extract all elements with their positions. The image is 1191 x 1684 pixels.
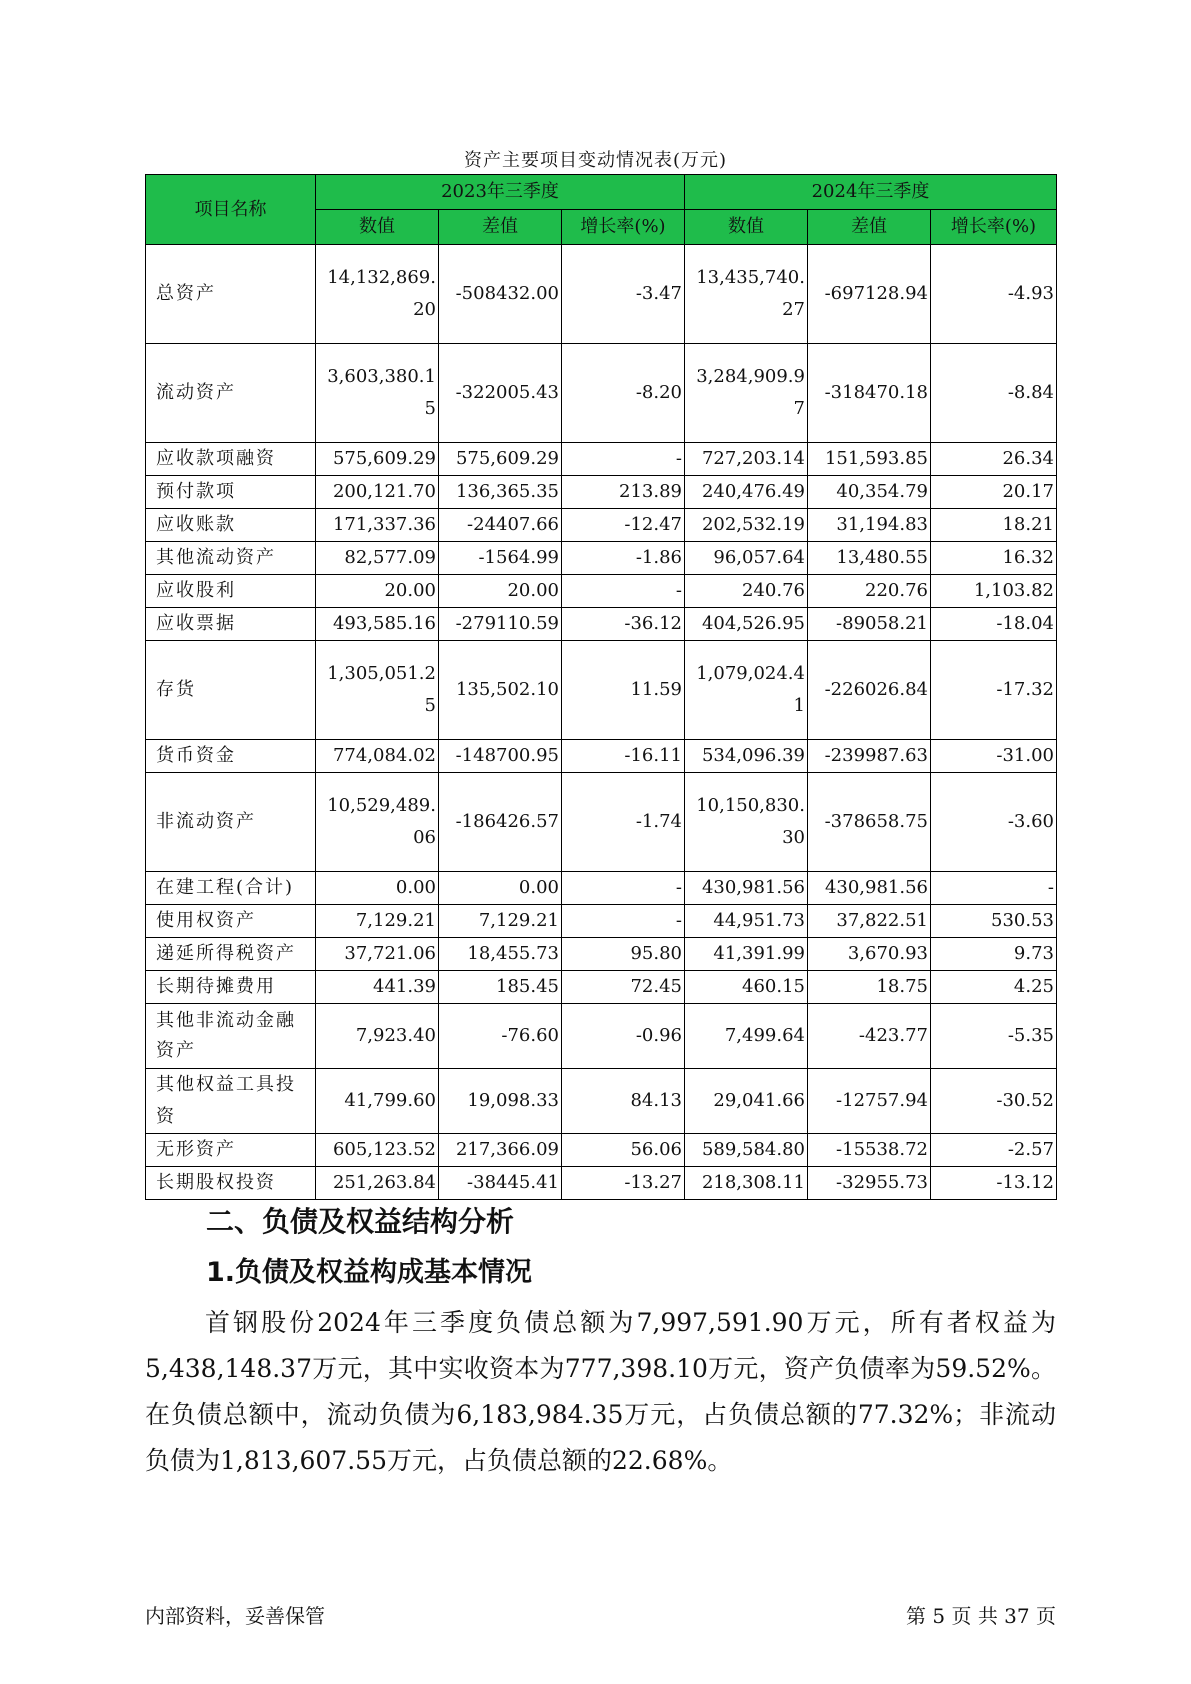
table-row: [146, 1134, 1057, 1167]
table-row: [146, 344, 1057, 443]
header-period-2023: 2023年三季度: [316, 175, 685, 210]
cell-diff-2023: 217,366.09: [439, 1134, 562, 1167]
cell-growth-2024: -13.12: [931, 1167, 1057, 1200]
row-item-name: 在建工程(合计): [146, 872, 316, 905]
cell-growth-2023: -16.11: [562, 740, 685, 773]
table-row: [146, 1069, 1057, 1134]
cell-growth-2023: -3.47: [562, 245, 685, 344]
table-row: [146, 542, 1057, 575]
cell-value-2024: 589,584.80: [685, 1134, 808, 1167]
cell-diff-2023: -1564.99: [439, 542, 562, 575]
cell-diff-2023: -279110.59: [439, 608, 562, 641]
header-growth-2023: 增长率(%): [562, 210, 685, 245]
cell-diff-2023: -24407.66: [439, 509, 562, 542]
asset-change-table: [145, 174, 1057, 1200]
cell-diff-2024: -32955.73: [808, 1167, 931, 1200]
row-item-name: 流动资产: [146, 344, 316, 443]
table-caption: 资产主要项目变动情况表(万元): [463, 150, 728, 171]
row-item-name: 长期股权投资: [146, 1167, 316, 1200]
row-item-name: 应收账款: [146, 509, 316, 542]
cell-value-2023: 37,721.06: [316, 938, 439, 971]
cell-growth-2024: 20.17: [931, 476, 1057, 509]
cell-diff-2023: 135,502.10: [439, 641, 562, 740]
cell-growth-2023: -: [562, 905, 685, 938]
header-value-2024: 数值: [685, 210, 808, 245]
cell-value-2024: 430,981.56: [685, 872, 808, 905]
cell-growth-2024: 530.53: [931, 905, 1057, 938]
cell-diff-2023: 575,609.29: [439, 443, 562, 476]
cell-diff-2023: 19,098.33: [439, 1069, 562, 1134]
cell-diff-2024: -423.77: [808, 1004, 931, 1069]
cell-growth-2023: -0.96: [562, 1004, 685, 1069]
cell-growth-2024: 18.21: [931, 509, 1057, 542]
cell-value-2023: 82,577.09: [316, 542, 439, 575]
header-diff-2023: 差值: [439, 210, 562, 245]
cell-diff-2024: -239987.63: [808, 740, 931, 773]
cell-growth-2023: -: [562, 443, 685, 476]
row-item-name: 其他权益工具投资: [146, 1069, 316, 1134]
cell-growth-2023: 213.89: [562, 476, 685, 509]
cell-diff-2024: 151,593.85: [808, 443, 931, 476]
row-item-name: 货币资金: [146, 740, 316, 773]
cell-value-2023: 774,084.02: [316, 740, 439, 773]
cell-value-2023: 493,585.16: [316, 608, 439, 641]
cell-value-2024: 10,150,830.30: [685, 773, 808, 872]
cell-diff-2024: -378658.75: [808, 773, 931, 872]
row-item-name: 存货: [146, 641, 316, 740]
row-item-name: 应收票据: [146, 608, 316, 641]
cell-diff-2024: -226026.84: [808, 641, 931, 740]
cell-growth-2024: -: [931, 872, 1057, 905]
cell-diff-2023: 136,365.35: [439, 476, 562, 509]
cell-growth-2023: -13.27: [562, 1167, 685, 1200]
cell-growth-2024: -17.32: [931, 641, 1057, 740]
cell-diff-2024: 3,670.93: [808, 938, 931, 971]
cell-diff-2024: -89058.21: [808, 608, 931, 641]
cell-diff-2024: 430,981.56: [808, 872, 931, 905]
cell-value-2024: 41,391.99: [685, 938, 808, 971]
row-item-name: 总资产: [146, 245, 316, 344]
cell-value-2023: 605,123.52: [316, 1134, 439, 1167]
cell-growth-2024: 4.25: [931, 971, 1057, 1004]
table-row: [146, 245, 1057, 344]
cell-value-2024: 404,526.95: [685, 608, 808, 641]
footer-page-number: 第 5 页 共 37 页: [906, 1604, 1056, 1628]
table-row: [146, 1167, 1057, 1200]
table-row: [146, 938, 1057, 971]
row-item-name: 无形资产: [146, 1134, 316, 1167]
row-item-name: 应收股利: [146, 575, 316, 608]
cell-value-2024: 44,951.73: [685, 905, 808, 938]
cell-value-2024: 202,532.19: [685, 509, 808, 542]
header-period-2024: 2024年三季度: [685, 175, 1057, 210]
cell-growth-2023: -12.47: [562, 509, 685, 542]
cell-value-2023: 3,603,380.15: [316, 344, 439, 443]
cell-growth-2023: -: [562, 575, 685, 608]
cell-value-2024: 534,096.39: [685, 740, 808, 773]
cell-diff-2024: 18.75: [808, 971, 931, 1004]
cell-growth-2024: -2.57: [931, 1134, 1057, 1167]
cell-diff-2024: 13,480.55: [808, 542, 931, 575]
cell-value-2023: 171,337.36: [316, 509, 439, 542]
cell-diff-2023: -76.60: [439, 1004, 562, 1069]
cell-diff-2023: -322005.43: [439, 344, 562, 443]
cell-value-2023: 0.00: [316, 872, 439, 905]
cell-value-2023: 441.39: [316, 971, 439, 1004]
cell-diff-2023: 0.00: [439, 872, 562, 905]
cell-value-2024: 29,041.66: [685, 1069, 808, 1134]
cell-diff-2023: 20.00: [439, 575, 562, 608]
cell-diff-2023: 185.45: [439, 971, 562, 1004]
cell-growth-2024: 26.34: [931, 443, 1057, 476]
cell-growth-2024: 16.32: [931, 542, 1057, 575]
row-item-name: 长期待摊费用: [146, 971, 316, 1004]
cell-value-2023: 20.00: [316, 575, 439, 608]
cell-value-2024: 218,308.11: [685, 1167, 808, 1200]
cell-growth-2024: -4.93: [931, 245, 1057, 344]
row-item-name: 非流动资产: [146, 773, 316, 872]
cell-value-2024: 3,284,909.97: [685, 344, 808, 443]
row-item-name: 使用权资产: [146, 905, 316, 938]
table-row: [146, 740, 1057, 773]
header-item-name: 项目名称: [146, 175, 316, 245]
cell-growth-2024: -18.04: [931, 608, 1057, 641]
cell-growth-2024: -5.35: [931, 1004, 1057, 1069]
cell-diff-2024: 37,822.51: [808, 905, 931, 938]
cell-value-2023: 10,529,489.06: [316, 773, 439, 872]
cell-value-2023: 200,121.70: [316, 476, 439, 509]
cell-value-2024: 1,079,024.41: [685, 641, 808, 740]
table-row: [146, 509, 1057, 542]
cell-growth-2024: -8.84: [931, 344, 1057, 443]
cell-growth-2023: -8.20: [562, 344, 685, 443]
cell-diff-2024: -697128.94: [808, 245, 931, 344]
cell-diff-2024: 40,354.79: [808, 476, 931, 509]
section-title: 二、负债及权益结构分析: [206, 1205, 515, 1238]
row-item-name: 其他流动资产: [146, 542, 316, 575]
row-item-name: 应收款项融资: [146, 443, 316, 476]
cell-value-2023: 7,923.40: [316, 1004, 439, 1069]
cell-growth-2023: 11.59: [562, 641, 685, 740]
cell-diff-2023: -38445.41: [439, 1167, 562, 1200]
cell-value-2024: 7,499.64: [685, 1004, 808, 1069]
row-item-name: 预付款项: [146, 476, 316, 509]
row-item-name: 其他非流动金融资产: [146, 1004, 316, 1069]
header-growth-2024: 增长率(%): [931, 210, 1057, 245]
header-value-2023: 数值: [316, 210, 439, 245]
cell-growth-2023: 95.80: [562, 938, 685, 971]
cell-value-2023: 14,132,869.20: [316, 245, 439, 344]
table-row: [146, 872, 1057, 905]
table-row: [146, 476, 1057, 509]
cell-value-2024: 96,057.64: [685, 542, 808, 575]
cell-growth-2024: -30.52: [931, 1069, 1057, 1134]
cell-diff-2023: -508432.00: [439, 245, 562, 344]
body-paragraph: 首钢股份2024年三季度负债总额为7,997,591.90万元，所有者权益为5,438,148.37万元，其中实收资本为777,398.10万元，资产负债率为59.52%。在负债总额中，流动负债为6,183,984.35万元，占负债总额的77.32%；非流动负债为1,813,607.55万元，占负债总额的22.68%。: [145, 1308, 1056, 1475]
cell-growth-2023: 72.45: [562, 971, 685, 1004]
header-diff-2024: 差值: [808, 210, 931, 245]
cell-value-2023: 1,305,051.25: [316, 641, 439, 740]
cell-diff-2024: 31,194.83: [808, 509, 931, 542]
cell-diff-2024: -15538.72: [808, 1134, 931, 1167]
cell-growth-2023: -36.12: [562, 608, 685, 641]
cell-diff-2024: -12757.94: [808, 1069, 931, 1134]
table-row: [146, 641, 1057, 740]
table-row: [146, 905, 1057, 938]
cell-growth-2024: 9.73: [931, 938, 1057, 971]
cell-growth-2024: -3.60: [931, 773, 1057, 872]
cell-growth-2024: 1,103.82: [931, 575, 1057, 608]
cell-value-2024: 240.76: [685, 575, 808, 608]
cell-growth-2023: -1.86: [562, 542, 685, 575]
cell-value-2023: 251,263.84: [316, 1167, 439, 1200]
cell-diff-2023: -148700.95: [439, 740, 562, 773]
cell-growth-2024: -31.00: [931, 740, 1057, 773]
table-row: [146, 608, 1057, 641]
table-row: [146, 443, 1057, 476]
cell-growth-2023: -1.74: [562, 773, 685, 872]
cell-value-2023: 41,799.60: [316, 1069, 439, 1134]
cell-growth-2023: 56.06: [562, 1134, 685, 1167]
cell-value-2023: 575,609.29: [316, 443, 439, 476]
table-row: [146, 575, 1057, 608]
cell-value-2024: 13,435,740.27: [685, 245, 808, 344]
table-row: [146, 773, 1057, 872]
cell-growth-2023: -: [562, 872, 685, 905]
cell-diff-2023: 7,129.21: [439, 905, 562, 938]
table-row: [146, 971, 1057, 1004]
footer-confidential-note: 内部资料，妥善保管: [145, 1604, 325, 1628]
cell-value-2024: 460.15: [685, 971, 808, 1004]
row-item-name: 递延所得税资产: [146, 938, 316, 971]
cell-diff-2023: -186426.57: [439, 773, 562, 872]
cell-value-2024: 727,203.14: [685, 443, 808, 476]
cell-value-2023: 7,129.21: [316, 905, 439, 938]
cell-diff-2024: 220.76: [808, 575, 931, 608]
cell-diff-2023: 18,455.73: [439, 938, 562, 971]
cell-growth-2023: 84.13: [562, 1069, 685, 1134]
cell-diff-2024: -318470.18: [808, 344, 931, 443]
table-row: [146, 1004, 1057, 1069]
subsection-title: 1.负债及权益构成基本情况: [206, 1257, 533, 1288]
cell-value-2024: 240,476.49: [685, 476, 808, 509]
